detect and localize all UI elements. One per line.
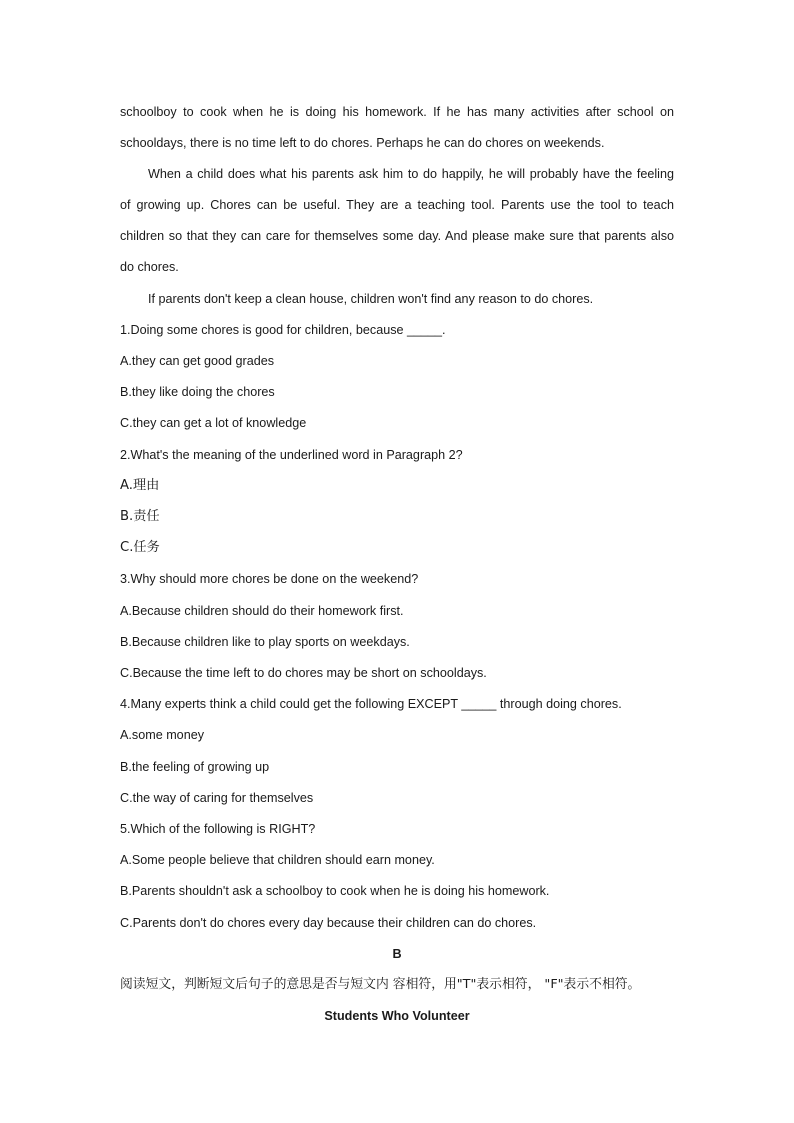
passage-line: If parents don't keep a clean house, children won't find any reason to do chores. [148, 292, 594, 306]
answer-option: C.Parents don't do chores every day because their children can do chores. [120, 916, 537, 930]
answer-option: B.they like doing the chores [120, 385, 275, 399]
passage-line: do chores. [120, 260, 179, 274]
answer-option: A.some money [120, 728, 204, 742]
passage-line: schoolboy to cook when he is doing his homework. If he has many activities after school on [120, 105, 674, 119]
answer-option: C.they can get a lot of knowledge [120, 416, 307, 430]
answer-option: C.Because the time left to do chores may be short on schooldays. [120, 666, 487, 680]
answer-option: B.Parents shouldn't ask a schoolboy to cook when he is doing his homework. [120, 884, 550, 898]
question-stem: 4.Many experts think a child could get the following EXCEPT _____ through doing chores. [120, 697, 622, 711]
question-stem: 2.What's the meaning of the underlined word in Paragraph 2? [120, 448, 463, 462]
answer-option: B.the feeling of growing up [120, 760, 270, 774]
answer-option: A.Because children should do their homework first. [120, 604, 404, 618]
answer-option: C.任务 [120, 540, 160, 555]
section-instruction: 阅读短文，判断短文后句子的意思是否与短文内 容相符，用"T"表示相符， "F"表示不相符。 [120, 977, 641, 992]
question-stem: 5.Which of the following is RIGHT? [120, 822, 316, 836]
passage-line: of growing up. Chores can be useful. They are a teaching tool. Parents use the tool to teach [120, 198, 674, 212]
answer-option: A.理由 [120, 478, 160, 493]
answer-option: A.Some people believe that children should earn money. [120, 853, 435, 867]
answer-option: C.the way of caring for themselves [120, 791, 314, 805]
answer-option: A.they can get good grades [120, 354, 275, 368]
section-label: B [392, 947, 402, 961]
answer-option: B.Because children like to play sports on weekdays. [120, 635, 410, 649]
passage-line: When a child does what his parents ask him to do happily, he will probably have the feeling [148, 167, 674, 181]
answer-option: B.责任 [120, 509, 160, 524]
passage-line: children so that they can care for themselves some day. And please make sure that parents also [120, 229, 674, 243]
passage-line: schooldays, there is no time left to do chores. Perhaps he can do chores on weekends. [120, 136, 605, 150]
question-stem: 3.Why should more chores be done on the weekend? [120, 572, 419, 586]
question-stem: 1.Doing some chores is good for children, because _____. [120, 323, 446, 337]
passage-title: Students Who Volunteer [324, 1009, 470, 1023]
